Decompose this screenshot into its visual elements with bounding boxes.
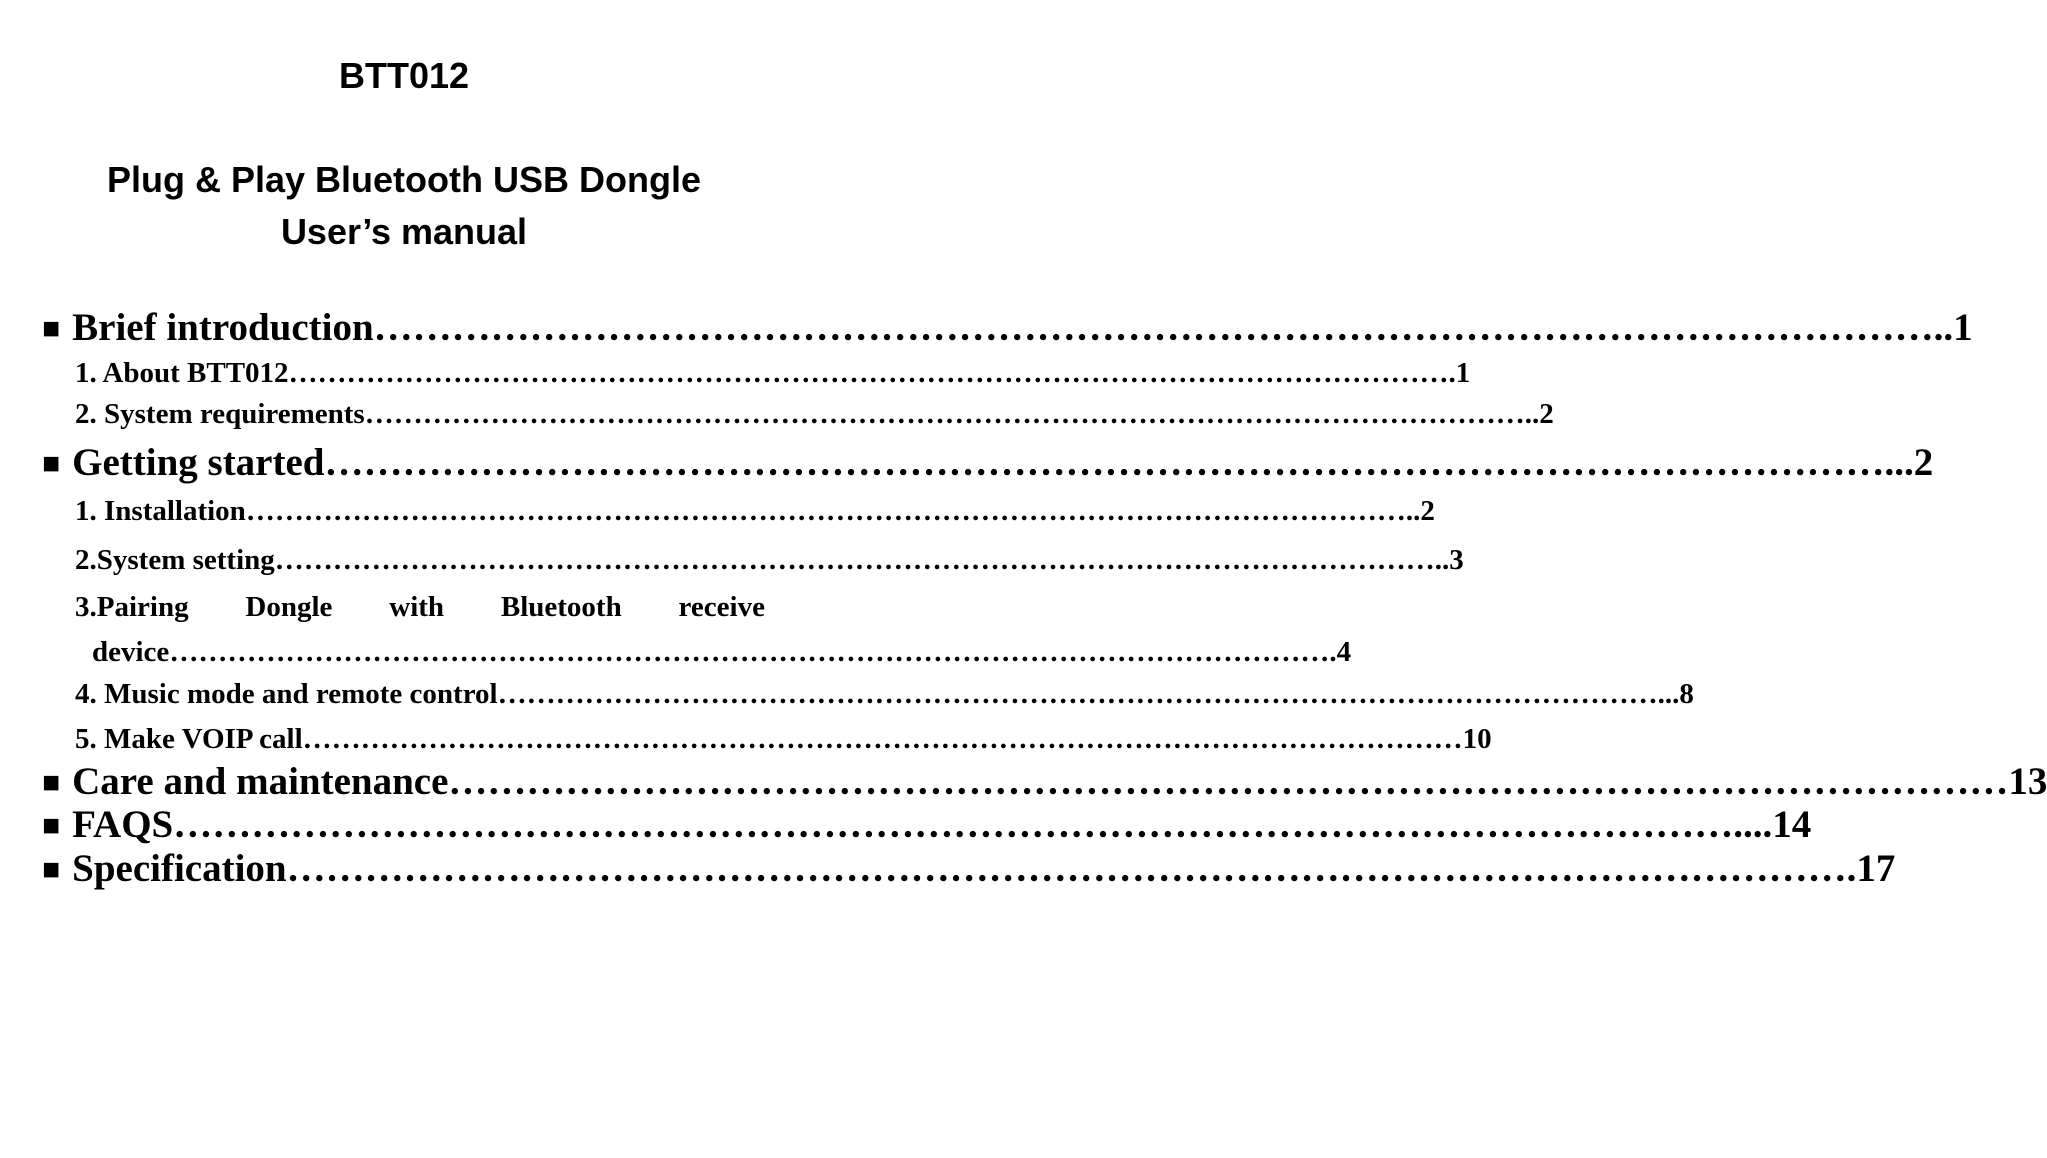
bullet-icon: ■ xyxy=(42,853,61,886)
toc-page-number: ...2 xyxy=(1884,441,1934,484)
toc-section-title: Care and maintenance xyxy=(72,760,449,803)
toc-item-pairing-line[interactable] xyxy=(75,590,765,624)
toc-section-title: FAQS xyxy=(72,803,174,846)
toc-item-title: 1. Installation xyxy=(75,495,246,527)
toc-page-number: .4 xyxy=(1329,636,1352,668)
pairing-word: 3.Pairing xyxy=(75,591,189,623)
toc-leader: ………………………………………………………………………………………………………… xyxy=(169,636,1330,668)
toc-section-getting-started[interactable] xyxy=(42,441,1934,488)
toc-section-specification[interactable] xyxy=(42,847,1896,894)
bullet-icon: ■ xyxy=(42,766,61,799)
toc-item-system-requirements[interactable] xyxy=(75,397,1554,431)
toc-section-title: Getting started xyxy=(72,441,325,484)
bullet-icon: ■ xyxy=(42,447,61,480)
toc-page-number: 13 xyxy=(2008,760,2047,803)
toc-leader: ………………………………………………………………………………………………………… xyxy=(173,803,1734,846)
toc-leader: ………………………………………………………………………………………………………… xyxy=(497,678,1658,710)
pairing-word: with xyxy=(389,591,445,623)
toc-leader: ………………………………………………………………………………………………………… xyxy=(274,544,1435,576)
toc-item-title: 4. Music mode and remote control xyxy=(75,678,498,710)
toc-item-title: 2. System requirements xyxy=(75,398,365,430)
toc-leader: ………………………………………………………………………………………………………… xyxy=(364,398,1525,430)
toc-item-title: 2.System setting xyxy=(75,544,275,576)
toc-page-number: ....14 xyxy=(1733,803,1812,846)
toc-item-music-mode[interactable] xyxy=(75,677,1694,711)
toc-leader: ………………………………………………………………………………………………………… xyxy=(245,495,1406,527)
toc-page-number: ...8 xyxy=(1657,678,1694,710)
toc-leader: ………………………………………………………………………………………………………… xyxy=(324,441,1885,484)
toc-leader: ………………………………………………………………………………………………………… xyxy=(286,847,1847,890)
pairing-word: receive xyxy=(678,591,765,623)
bullet-icon: ■ xyxy=(42,809,61,842)
toc-section-care-maintenance[interactable] xyxy=(42,760,2047,807)
bullet-icon: ■ xyxy=(42,312,61,345)
pairing-word: Bluetooth xyxy=(500,591,622,623)
toc-page-number: ..2 xyxy=(1524,398,1554,430)
toc-item-pairing-device[interactable] xyxy=(92,635,1352,669)
toc-item-about[interactable] xyxy=(75,356,1471,390)
toc-section-title: Specification xyxy=(72,847,287,890)
toc-item-title: device xyxy=(92,636,170,668)
product-title: Plug & Play Bluetooth USB Dongle xyxy=(106,159,702,200)
toc-item-title: 5. Make VOIP call xyxy=(75,723,303,755)
toc-section-faqs[interactable] xyxy=(42,803,1812,850)
toc-item-system-setting[interactable] xyxy=(75,543,1464,577)
toc-page-number: ..2 xyxy=(1405,495,1435,527)
toc-leader: ………………………………………………………………………………………………………… xyxy=(448,760,2009,803)
toc-leader: ………………………………………………………………………………………………………… xyxy=(288,357,1449,389)
toc-page-number: 10 xyxy=(1462,723,1492,755)
toc-page-number: ..3 xyxy=(1434,544,1464,576)
model-title: BTT012 xyxy=(338,55,470,96)
toc-item-voip-call[interactable] xyxy=(75,722,1492,756)
toc-item-title: 1. About BTT012 xyxy=(75,357,289,389)
toc-section-title: Brief introduction xyxy=(72,306,374,349)
toc-leader: ………………………………………………………………………………………………………… xyxy=(302,723,1463,755)
toc-leader: ………………………………………………………………………………………………………… xyxy=(373,306,1934,349)
toc-page-number: .1 xyxy=(1448,357,1471,389)
toc-item-installation[interactable] xyxy=(75,494,1435,528)
toc-page-number: ..1 xyxy=(1933,306,1973,349)
manual-title: User’s manual xyxy=(280,211,528,252)
toc-page-number: .17 xyxy=(1846,847,1896,890)
toc-section-brief-introduction[interactable] xyxy=(42,306,1973,353)
pairing-word: Dongle xyxy=(245,591,333,623)
